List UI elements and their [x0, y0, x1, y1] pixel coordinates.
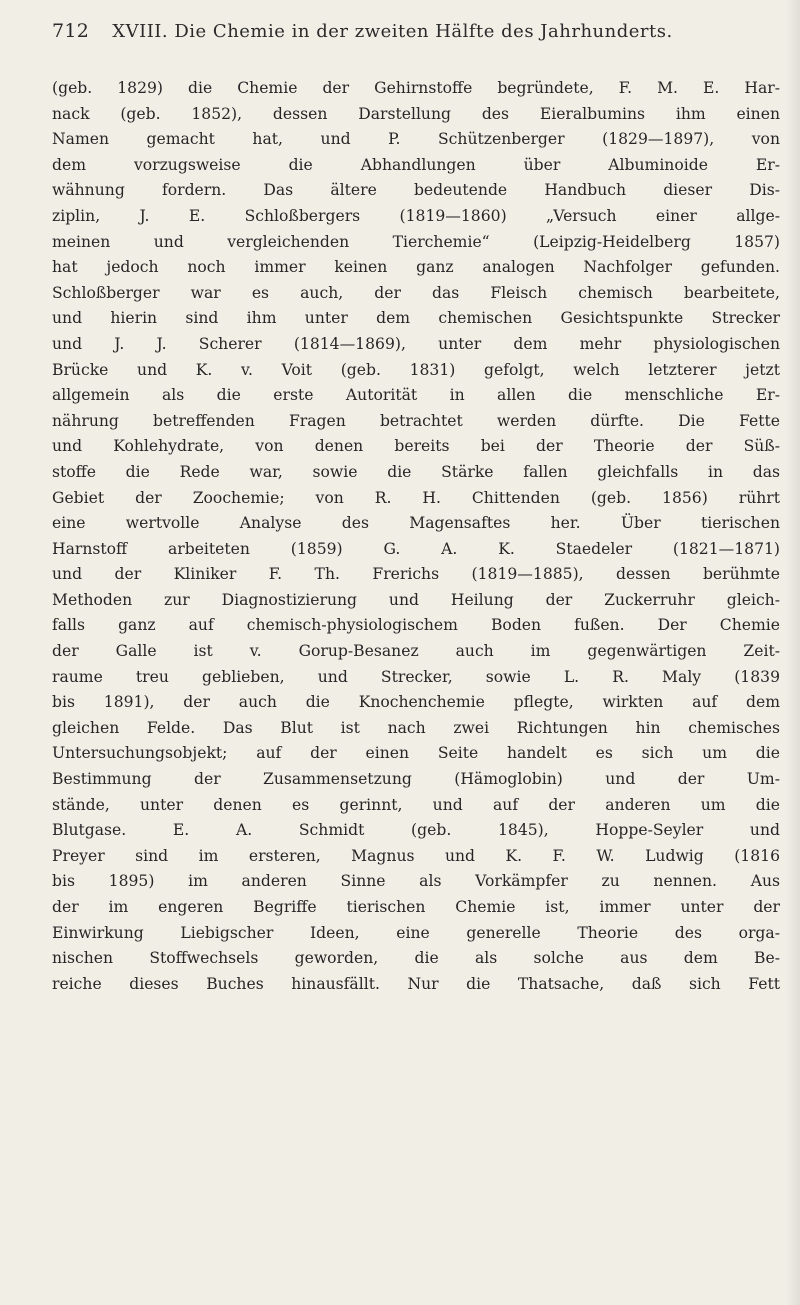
text-line: und Kohlehydrate, von denen bereits bei der Theorie der Süß- — [52, 437, 780, 456]
text-line: gleichen Felde. Das Blut ist nach zwei Richtungen hin chemisches — [52, 718, 780, 737]
text-line: Blutgase. E. A. Schmidt (geb. 1845), Hoppe-Seyler und — [52, 821, 780, 840]
text-line: reiche dieses Buches hinausfällt. Nur die Thatsache, daß sich Fett — [52, 974, 780, 993]
running-head: XVIII. Die Chemie in der zweiten Hälfte des Jahrhunderts. — [112, 21, 673, 42]
text-line: Harnstoff arbeiteten (1859) G. A. K. Staedeler (1821—1871) — [52, 539, 780, 558]
text-line: nack (geb. 1852), dessen Darstellung des Eieralbumins ihm einen — [52, 104, 780, 123]
text-line: wähnung fordern. Das ältere bedeutende Handbuch dieser Dis- — [52, 181, 780, 200]
page-number: 712 — [52, 20, 90, 42]
text-line: der im engeren Begriffe tierischen Chemie ist, immer unter der — [52, 898, 780, 916]
text-line: und der Kliniker F. Th. Frerichs (1819—1885), dessen berühmte — [52, 565, 780, 584]
text-line: Gebiet der Zoochemie; von R. H. Chittenden (geb. 1856) rührt — [52, 488, 780, 507]
text-line: Schloßberger war es auch, der das Fleisch chemisch bearbeitete, — [52, 283, 780, 302]
page-header — [52, 20, 772, 50]
text-line: Untersuchungsobjekt; auf der einen Seite handelt es sich um die — [52, 744, 780, 763]
text-line: (geb. 1829) die Chemie der Gehirnstoffe begründete, F. M. E. Har- — [52, 79, 780, 97]
text-line: Preyer sind im ersteren, Magnus und K. F. W. Ludwig (1816 — [52, 846, 780, 865]
text-line: nischen Stoffwechsels geworden, die als solche aus dem Be- — [52, 949, 780, 968]
text-line: allgemein als die erste Autorität in allen die menschliche Er- — [52, 386, 780, 405]
text-line: Namen gemacht hat, und P. Schützenberger (1829—1897), von — [52, 130, 780, 149]
text-line: Methoden zur Diagnostizierung und Heilung der Zuckerruhr gleich- — [52, 590, 780, 609]
text-line: meinen und vergleichenden Tierchemie“ (Leipzig-Heidelberg 1857) — [52, 232, 780, 251]
text-line: bis 1891), der auch die Knochenchemie pflegte, wirkten auf dem — [52, 693, 780, 712]
text-line: stände, unter denen es gerinnt, und auf der anderen um die — [52, 795, 780, 814]
text-line: hat jedoch noch immer keinen ganz analogen Nachfolger gefunden. — [52, 258, 780, 277]
text-line: dem vorzugsweise die Abhandlungen über Albuminoide Er- — [52, 155, 780, 174]
text-line: ziplin, J. E. Schloßbergers (1819—1860) „Versuch einer allge- — [52, 206, 780, 225]
text-line: Bestimmung der Zusammensetzung (Hämoglobin) und der Um- — [52, 770, 780, 789]
body-text — [52, 76, 780, 997]
text-line: stoffe die Rede war, sowie die Stärke fallen gleichfalls in das — [52, 462, 780, 481]
text-line: Brücke und K. v. Voit (geb. 1831) gefolgt, welch letzterer jetzt — [52, 360, 780, 379]
text-line: nährung betreffenden Fragen betrachtet werden dürfte. Die Fette — [52, 411, 780, 430]
text-line: raume treu geblieben, und Strecker, sowie L. R. Maly (1839 — [52, 667, 780, 686]
page-edge-shadow — [786, 0, 800, 1305]
text-line: eine wertvolle Analyse des Magensaftes her. Über tierischen — [52, 514, 780, 533]
text-line: der Galle ist v. Gorup-Besanez auch im gegenwärtigen Zeit- — [52, 642, 780, 661]
text-line: falls ganz auf chemisch-physiologischem Boden fußen. Der Chemie — [52, 616, 780, 635]
text-line: bis 1895) im anderen Sinne als Vorkämpfer zu nennen. Aus — [52, 872, 780, 891]
text-line: und hierin sind ihm unter dem chemischen Gesichtspunkte Strecker — [52, 309, 780, 328]
text-line: Einwirkung Liebigscher Ideen, eine generelle Theorie des orga- — [52, 923, 780, 942]
text-line: und J. J. Scherer (1814—1869), unter dem mehr physiologischen — [52, 334, 780, 353]
